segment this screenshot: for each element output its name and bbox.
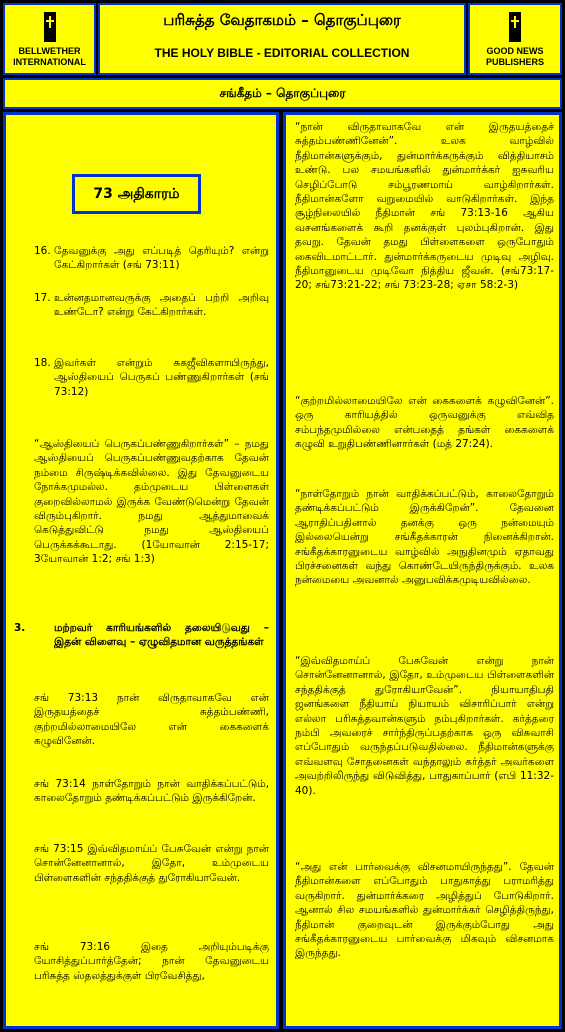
good-news-logo — [468, 3, 562, 75]
commentary-paragraph: “நாள்தோறும் நான் வாதிக்கப்பட்டும், காலைதோறும் தண்டிக்கப்பட்டும் இருக்கிறேன்”. தேவனை ஆராதிப்பதினால் தனக்கு ஒரு நன்மையும் இல்லையென்று சங்கீதக்காரன் நினைக்கிறான். சங்கீதக்காரனுடைய வாழ்வில் அநுதினமும் ஏதாவது பிரச்சனைகள் வந்து கொண்டேயிருந்திருக்கும். உலக நன்மையை அவனால் அனுபவிக்கமுடியவில்லை. — [295, 488, 554, 587]
title-english: THE HOLY BIBLE - EDITORIAL COLLECTION — [154, 46, 410, 60]
bellwether-logo — [3, 3, 96, 75]
bible-icon — [41, 10, 59, 44]
verse-paragraph: சங் 73:13 நான் விருதாவாகவே என் இருதயத்தைச் சுத்தம்பண்ணி, குற்றமில்லாமையிலே என் கைகளைக் கழுவினேன். — [34, 692, 269, 748]
title-banner — [98, 3, 466, 75]
verse-paragraph: சங் 73:14 நாள்தோறும் நான் வாதிக்கப்பட்டும், காலைதோறும் தண்டிக்கப்பட்டும் இருக்கிறேன். — [34, 778, 269, 805]
question-text: உன்னதமானவருக்கு அதைப் பற்றி அறிவு உண்டோ? என்று கேட்கிறார்கள். — [54, 292, 269, 319]
question-number: 17. — [34, 292, 51, 304]
commentary-paragraph: “குற்றமில்லாமையிலே என் கைகளைக் கழுவினேன்”. ஒரு காரியத்தில் ஒருவனுக்கு எவ்வித சம்பந்தமுமில்லை என்பதைத் தங்கள் கைகளைக் கழுவி உறுதிபண்ணினார்கள் (மத் 27:24). — [295, 395, 554, 451]
chapter-label: 73 அதிகாரம் — [72, 174, 201, 214]
verse-paragraph: சங் 73:15 இவ்விதமாய்ப் பேசுவேன் என்று நான் சொன்னேனானால், இதோ, உம்முடைய பிள்ளைகளின் சந்ததிக்குத் துரோகியாவேன். — [34, 843, 269, 884]
wealth-paragraph: “ஆஸ்தியைப் பெருகப்பண்ணுகிறார்கள்” – நமது ஆஸ்தியைப் பெருகப்பண்ணுவதற்காக தேவன் நம்மை சிருஷ்டிக்கவில்லை. இது தேவனுடைய நோக்கமுமல்ல. தம்முடைய பிள்ளைகள் குறைவில்லாமல் இருக்க வேண்டுமென்று தேவன் விரும்புகிறார். நமது ஆத்துமாவைக் கெடுத்துவிட்டு நமது ஆஸ்தியைப் பெருக்கக்கூடாது. (1யோவான் 2:15-17; 3யோவான் 1:2; சங் 1:3) — [34, 438, 269, 566]
title-tamil: பரிசுத்த வேதாகமம் – தொகுப்புரை — [163, 11, 401, 29]
commentary-paragraph: “அது என் பார்வைக்கு விசனமாயிருந்தது”. தேவன் நீதிமான்களை எப்போதும் பாதுகாத்து பராமரித்து வருகிறார். துன்மார்க்கரை அழித்துப் போடுகிறார். ஆனால் சில சமயங்களில் துன்மார்க்கர் செழித்திருந்து, நீதிமான் குறைவுடன் இருக்கும்போது அது சங்கீதக்காரனுடைய பார்வைக்கு மிகவும் விசனமாக இருந்தது. — [295, 861, 554, 960]
question-number: 16. — [34, 245, 51, 257]
section-number: 3. — [14, 622, 26, 634]
question-text: இவர்கள் என்றும் சுகஜீவிகளாயிருந்து, ஆஸ்தியைப் பெருகப் பண்ணுகிறார்கள் (சங் 73:12) — [54, 357, 269, 398]
book-icon — [506, 10, 524, 44]
right-logo-text: GOOD NEWS PUBLISHERS — [485, 46, 544, 67]
section-title: சங்கீதம் – தொகுப்புரை — [3, 78, 562, 109]
commentary-paragraph: “இவ்விதமாய்ப் பேசுவேன் என்று நான் சொன்னேனானால், இதோ, உம்முடைய பிள்ளைகளின் சந்ததிக்குத் துரோகியாவேன்”. நியாயாதிபதி ஜனங்களை நீதியாய் நியாயம் விசாரிப்பார் என்று எல்லா பரிசுத்தவான்களும் நம்புகிறார்கள். கர்த்தரை நம்பி அவரைச் சார்ந்திருப்பதற்காக ஒரு விசுவாசி எப்போதும் வருந்தப்படுவதில்லை. நீதிமான்களுக்கு எவ்வளவு சோதனைகள் வந்தாலும் கர்த்தர் அவர்களை அவற்றிலிருந்து விடுவித்து, பாதுகாப்பார் (எபி 11:32-40). — [295, 655, 554, 797]
question-text: தேவனுக்கு அது எப்படித் தெரியும்? என்று கேட்கிறார்கள் (சங் 73:11) — [54, 245, 269, 272]
commentary-paragraph: “நான் விருதாவாகவே என் இருதயத்தைச் சுத்தம்பண்ணினேன்”. உலக வாழ்வில் நீதிமான்களுக்கும், துன்மார்க்கருக்கும் வித்தியாசம் உண்டு. பல சமயங்களில் துன்மார்க்கர் ஐசுவரிய செழிப்போடு சம்பூரணமாய் வாழ்கிறார்கள். நீதிமான்களோ வறுமையில் வாடுகிறார்கள். இந்த சூழ்நிலையில் நீதிமான் சங் 73:13-16 ஆகிய வசனங்களைக் கூறி தனக்குள் புலம்புகிறான். இது தவறு. தேவன் தமது பிள்ளைகளை ஒருபோதும் கைவிடமாட்டார். துன்மார்க்கருடைய முடிவு அழிவு. நீதிமானுடைய முடிவோ நித்திய ஜீவன். (சங்73:17-20; சங்73:21-22; சங் 73:23-28; ஏசா 58:2-3) — [295, 121, 554, 292]
left-logo-text: BELLWETHER INTERNATIONAL — [13, 46, 86, 67]
verse-paragraph: சங் 73:16 இதை அறியும்படிக்கு யோசித்துப்பார்த்தேன்; நான் தேவனுடைய பரிசுத்த ஸ்தலத்துக்குள் பிரவேசித்து, — [34, 941, 269, 982]
question-number: 18. — [34, 357, 51, 369]
section-heading: மற்றவர் காரியங்களில் தலையிடுவது – இதன் விளைவு – ஏழுவிதமான வருத்தங்கள் — [54, 622, 269, 649]
